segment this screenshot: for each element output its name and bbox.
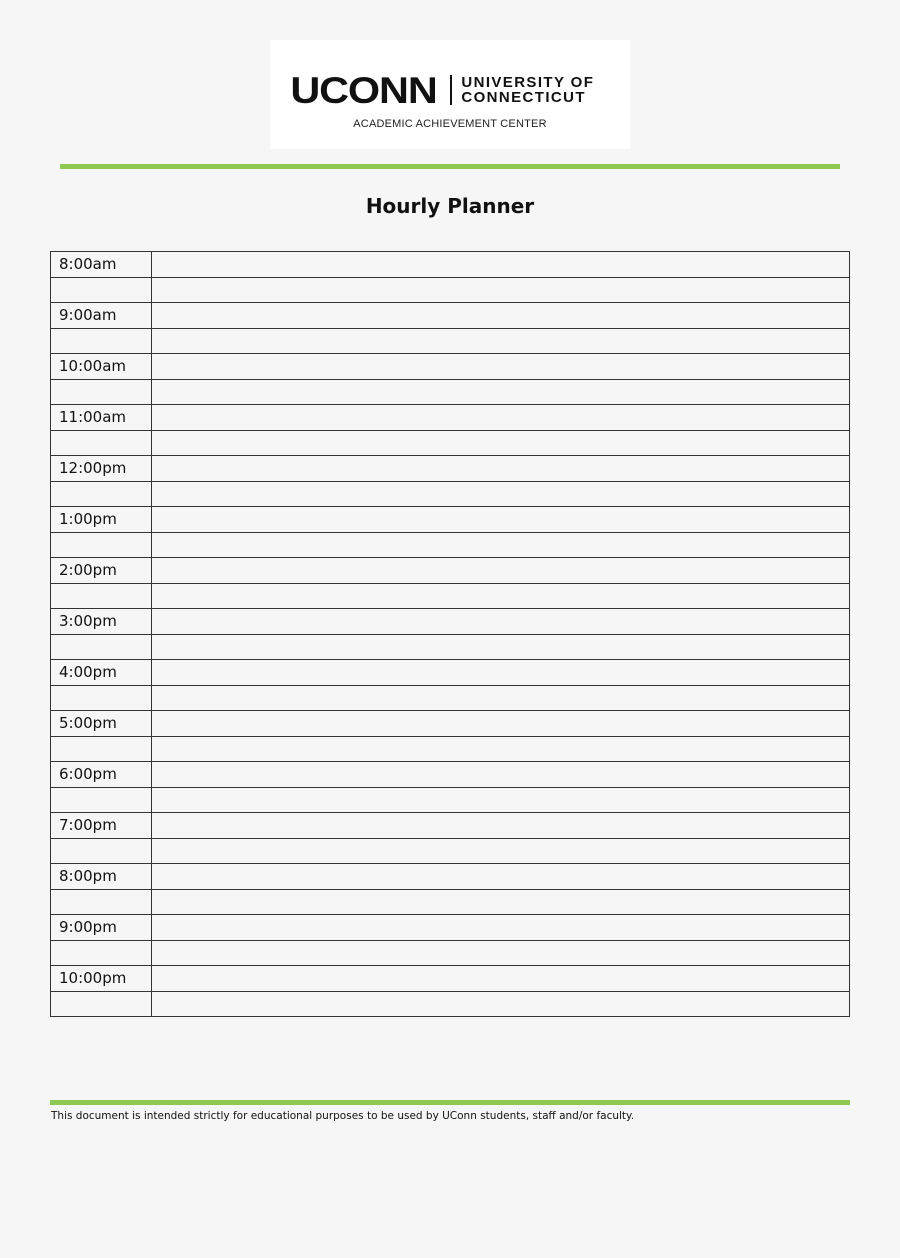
time-cell [51,838,152,864]
planner-row [51,583,850,609]
uconn-logo [270,40,630,149]
page-title: Hourly Planner [365,194,535,218]
time-cell: 9:00am [51,303,152,329]
planner-row [51,966,850,992]
time-cell: 8:00am [51,252,152,278]
entry-cell[interactable] [152,966,850,992]
planner-row [51,532,850,558]
planner-row [51,940,850,966]
time-cell: 5:00pm [51,711,152,737]
entry-cell[interactable] [152,303,850,329]
entry-cell[interactable] [152,864,850,890]
entry-cell[interactable] [152,532,850,558]
time-cell: 8:00pm [51,864,152,890]
planner-row [51,736,850,762]
entry-cell[interactable] [152,379,850,405]
planner-row [51,838,850,864]
planner-row [51,813,850,839]
entry-cell[interactable] [152,609,850,635]
entry-cell[interactable] [152,685,850,711]
time-cell [51,328,152,354]
planner-row [51,634,850,660]
planner-row [51,405,850,431]
planner-row [51,481,850,507]
entry-cell[interactable] [152,838,850,864]
footer-disclaimer: This document is intended strictly for educational purposes to be used by UConn students, staff and/or faculty. [51,1110,635,1122]
entry-cell[interactable] [152,252,850,278]
entry-cell[interactable] [152,481,850,507]
entry-cell[interactable] [152,430,850,456]
time-cell: 11:00am [51,405,152,431]
entry-cell[interactable] [152,813,850,839]
entry-cell[interactable] [152,634,850,660]
planner-row [51,252,850,278]
time-cell [51,736,152,762]
entry-cell[interactable] [152,787,850,813]
entry-cell[interactable] [152,991,850,1017]
entry-cell[interactable] [152,660,850,686]
logo-university-line2: CONNECTICUT [461,89,586,106]
time-cell [51,634,152,660]
time-cell: 3:00pm [51,609,152,635]
logo-university-name [461,75,594,105]
time-cell [51,991,152,1017]
time-cell: 10:00pm [51,966,152,992]
time-cell: 4:00pm [51,660,152,686]
planner-row [51,430,850,456]
time-cell [51,277,152,303]
logo-wordmark-row [270,70,630,110]
logo-wordmark: UCONN [290,69,437,111]
entry-cell[interactable] [152,762,850,788]
entry-cell[interactable] [152,915,850,941]
planner-row [51,558,850,584]
time-cell [51,430,152,456]
logo-university-line1: UNIVERSITY OF [461,74,595,91]
time-cell: 9:00pm [51,915,152,941]
time-cell: 12:00pm [51,456,152,482]
planner-row [51,711,850,737]
entry-cell[interactable] [152,328,850,354]
time-cell [51,583,152,609]
entry-cell[interactable] [152,711,850,737]
entry-cell[interactable] [152,405,850,431]
entry-cell[interactable] [152,889,850,915]
planner-row [51,915,850,941]
time-cell: 6:00pm [51,762,152,788]
time-cell [51,889,152,915]
planner-row [51,456,850,482]
time-cell [51,685,152,711]
time-cell [51,940,152,966]
time-cell: 2:00pm [51,558,152,584]
entry-cell[interactable] [152,736,850,762]
entry-cell[interactable] [152,583,850,609]
entry-cell[interactable] [152,456,850,482]
planner-row [51,660,850,686]
planner-row [51,303,850,329]
time-cell: 7:00pm [51,813,152,839]
footer-divider [50,1100,850,1105]
entry-cell[interactable] [152,558,850,584]
planner-row [51,507,850,533]
logo-subtitle: ACADEMIC ACHIEVEMENT CENTER [353,118,547,130]
time-cell [51,787,152,813]
entry-cell[interactable] [152,507,850,533]
planner-row [51,864,850,890]
entry-cell[interactable] [152,354,850,380]
entry-cell[interactable] [152,277,850,303]
time-cell [51,481,152,507]
planner-row [51,889,850,915]
planner-row [51,787,850,813]
planner-row [51,685,850,711]
time-cell: 1:00pm [51,507,152,533]
planner-row [51,762,850,788]
hourly-planner-table [50,251,850,1017]
time-cell [51,532,152,558]
planner-row [51,991,850,1017]
planner-row [51,354,850,380]
header-divider [60,164,840,169]
planner-row [51,609,850,635]
logo-divider [450,75,452,105]
time-cell [51,379,152,405]
planner-row [51,277,850,303]
entry-cell[interactable] [152,940,850,966]
planner-row [51,328,850,354]
planner-row [51,379,850,405]
time-cell: 10:00am [51,354,152,380]
